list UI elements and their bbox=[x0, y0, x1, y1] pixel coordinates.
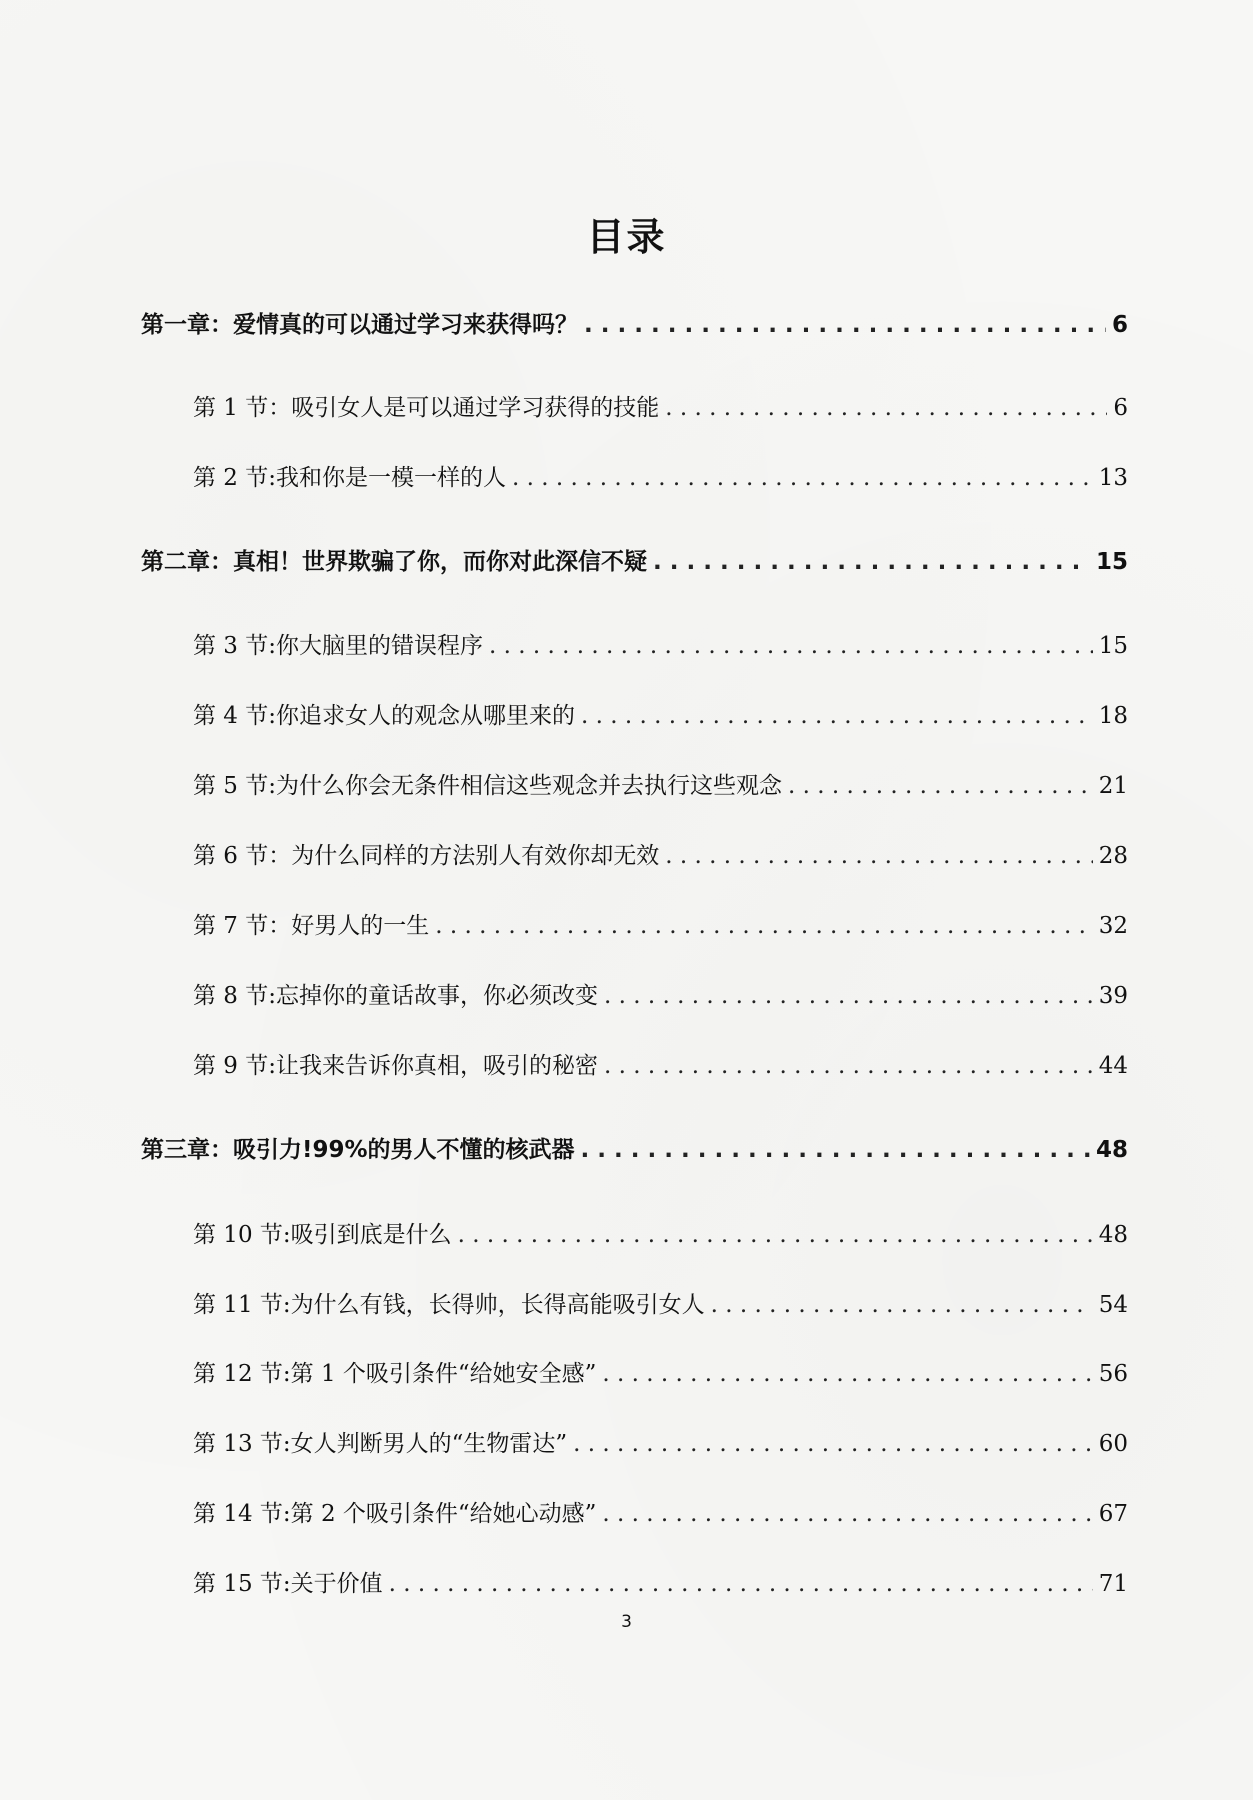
toc-chapter-1[interactable] bbox=[141, 305, 1128, 345]
toc-section-6[interactable] bbox=[193, 836, 1128, 876]
dot-leader bbox=[602, 1494, 1092, 1534]
toc-section-10[interactable] bbox=[193, 1215, 1128, 1255]
toc-entry-label: 第 7 节：好男人的一生 bbox=[193, 913, 430, 939]
dot-leader bbox=[665, 388, 1107, 428]
toc-chapter-3[interactable] bbox=[141, 1130, 1128, 1170]
toc-entry-label: 第一章：爱情真的可以通过学习来获得吗？ bbox=[141, 312, 578, 338]
toc-section-13[interactable] bbox=[193, 1424, 1128, 1464]
toc-entry-page: 21 bbox=[1098, 773, 1128, 799]
dot-leader bbox=[489, 626, 1093, 666]
toc-entry-label: 第 15 节:关于价值 bbox=[193, 1571, 383, 1597]
toc-section-15[interactable] bbox=[193, 1564, 1128, 1604]
dot-leader bbox=[604, 1046, 1093, 1086]
toc-entry-label: 第 10 节:吸引到底是什么 bbox=[193, 1222, 452, 1248]
toc-section-3[interactable] bbox=[193, 626, 1128, 666]
dot-leader bbox=[584, 305, 1106, 345]
page-number: 3 bbox=[621, 1612, 632, 1632]
toc-entry-page: 15 bbox=[1098, 633, 1128, 659]
toc-section-7[interactable] bbox=[193, 906, 1128, 946]
toc-entry-label: 第 5 节:为什么你会无条件相信这些观念并去执行这些观念 bbox=[193, 773, 783, 799]
toc-entry-label: 第 2 节:我和你是一模一样的人 bbox=[193, 465, 507, 491]
toc-entry-page: 48 bbox=[1098, 1222, 1128, 1248]
toc-entry-label: 第 14 节:第 2 个吸引条件“给她心动感” bbox=[193, 1501, 597, 1527]
toc-entry-page: 6 bbox=[1113, 395, 1128, 421]
toc-section-1[interactable] bbox=[193, 388, 1128, 428]
dot-leader bbox=[788, 766, 1093, 806]
dot-leader bbox=[435, 906, 1092, 946]
toc-entry-label: 第 9 节:让我来告诉你真相，吸引的秘密 bbox=[193, 1053, 599, 1079]
toc-entry-label: 第 4 节:你追求女人的观念从哪里来的 bbox=[193, 703, 576, 729]
toc-entry-page: 32 bbox=[1098, 913, 1128, 939]
toc-entry-page: 48 bbox=[1095, 1137, 1128, 1163]
toc-entry-page: 54 bbox=[1098, 1292, 1128, 1318]
dot-leader bbox=[665, 836, 1092, 876]
dot-leader bbox=[581, 696, 1093, 736]
toc-entry-label: 第 8 节:忘掉你的童话故事，你必须改变 bbox=[193, 983, 599, 1009]
toc-entry-page: 60 bbox=[1098, 1431, 1128, 1457]
toc-entry-label: 第 12 节:第 1 个吸引条件“给她安全感” bbox=[193, 1361, 597, 1387]
toc-chapter-2[interactable] bbox=[141, 542, 1128, 582]
toc-entry-label: 第二章：真相！世界欺骗了你，而你对此深信不疑 bbox=[141, 549, 647, 575]
toc-entry-page: 28 bbox=[1098, 843, 1128, 869]
toc-title: 目录 bbox=[586, 215, 667, 259]
toc-entry-page: 71 bbox=[1098, 1571, 1128, 1597]
toc-entry-page: 44 bbox=[1098, 1053, 1128, 1079]
toc-entry-page: 39 bbox=[1098, 983, 1128, 1009]
dot-leader bbox=[512, 458, 1093, 498]
toc-section-2[interactable] bbox=[193, 458, 1128, 498]
toc-entry-page: 15 bbox=[1095, 549, 1128, 575]
toc-section-12[interactable] bbox=[193, 1354, 1128, 1394]
dot-leader bbox=[711, 1285, 1093, 1325]
toc-entry-label: 第 6 节：为什么同样的方法别人有效你却无效 bbox=[193, 843, 660, 869]
toc-entry-label: 第 11 节:为什么有钱，长得帅，长得高能吸引女人 bbox=[193, 1292, 705, 1318]
toc-entry-label: 第 3 节:你大脑里的错误程序 bbox=[193, 633, 484, 659]
toc-entry-label: 第三章：吸引力!99%的男人不懂的核武器 bbox=[141, 1137, 575, 1163]
dot-leader bbox=[581, 1130, 1090, 1170]
toc-section-5[interactable] bbox=[193, 766, 1128, 806]
dot-leader bbox=[653, 542, 1090, 582]
toc-section-8[interactable] bbox=[193, 976, 1128, 1016]
toc-entry-page: 67 bbox=[1098, 1501, 1128, 1527]
dot-leader bbox=[573, 1424, 1093, 1464]
toc-entry-label: 第 1 节：吸引女人是可以通过学习获得的技能 bbox=[193, 395, 660, 421]
dot-leader bbox=[389, 1564, 1093, 1604]
toc-section-9[interactable] bbox=[193, 1046, 1128, 1086]
toc-section-4[interactable] bbox=[193, 696, 1128, 736]
toc-entry-page: 6 bbox=[1111, 312, 1128, 338]
toc-entry-page: 56 bbox=[1098, 1361, 1128, 1387]
toc-entry-label: 第 13 节:女人判断男人的“生物雷达” bbox=[193, 1431, 568, 1457]
toc-section-11[interactable] bbox=[193, 1285, 1128, 1325]
toc-entry-page: 13 bbox=[1098, 465, 1128, 491]
dot-leader bbox=[602, 1354, 1092, 1394]
toc-entry-page: 18 bbox=[1098, 703, 1128, 729]
toc-section-14[interactable] bbox=[193, 1494, 1128, 1534]
dot-leader bbox=[604, 976, 1093, 1016]
dot-leader bbox=[458, 1215, 1093, 1255]
